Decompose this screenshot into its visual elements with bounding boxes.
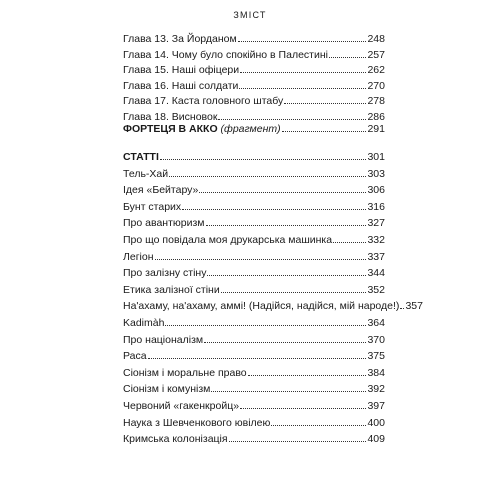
dot-leader xyxy=(182,209,366,210)
toc-entry-title: Кримська колонізація xyxy=(123,433,228,446)
toc-entry-title: Глава 15. Наші офіцери xyxy=(123,64,240,76)
dot-leader xyxy=(218,119,366,120)
toc-entry xyxy=(123,64,385,80)
toc-entry-page: 364 xyxy=(367,316,385,329)
toc-entry xyxy=(123,417,385,434)
toc-entry-title: Глава 14. Чому було спокійно в Палестині xyxy=(123,48,328,61)
dot-leader xyxy=(165,325,366,326)
toc-entry-page: 306 xyxy=(367,184,385,197)
dot-leader xyxy=(204,342,366,343)
toc-entry-title: На'ахаму, на'ахаму, аммі! (Надійся, надійся, мій народе!) xyxy=(123,300,400,313)
toc-entry-page: 375 xyxy=(367,350,385,363)
toc-entry-title: Про авантюризм xyxy=(123,217,205,230)
toc-entry-title: Глава 13. За Йорданом xyxy=(123,33,237,45)
toc-entry-page: 270 xyxy=(367,79,385,92)
dot-leader xyxy=(199,192,366,193)
toc-entry-page: 370 xyxy=(367,333,385,346)
toc-entry-title: Про що повідала моя друкарська машинка xyxy=(123,233,333,246)
toc-entry-title: Червоний «гакенкройц» xyxy=(123,399,240,412)
dot-leader xyxy=(329,57,367,58)
toc-entry-page: 257 xyxy=(367,48,385,61)
toc-entry xyxy=(123,49,385,65)
toc-entry xyxy=(123,168,385,185)
toc-entry xyxy=(123,350,385,367)
fortress-section xyxy=(123,123,385,140)
dot-leader xyxy=(238,41,367,42)
toc-entry-title: Легіон xyxy=(123,250,154,263)
toc-entry-page: 303 xyxy=(367,167,385,180)
toc-entry-title: Раса xyxy=(123,350,147,363)
toc-entry-page: 400 xyxy=(367,416,385,429)
toc-entry xyxy=(123,300,423,317)
toc-entry xyxy=(123,400,385,417)
toc-entry-title: Етика залізної стіни xyxy=(123,283,220,296)
toc-entry-title: Наука з Шевченкового ювілею xyxy=(123,416,271,429)
toc-entry xyxy=(123,217,385,234)
toc-entry-page: 278 xyxy=(367,95,385,107)
toc-entry xyxy=(123,383,385,400)
toc-entry-page: 357 xyxy=(405,300,423,313)
toc-entry-page: 286 xyxy=(367,110,385,123)
toc-section-title xyxy=(123,123,281,135)
toc-entry xyxy=(123,80,385,96)
dot-leader xyxy=(211,391,366,392)
toc-entry-page: 409 xyxy=(367,433,385,446)
dot-leader xyxy=(148,358,367,359)
dot-leader xyxy=(160,159,367,160)
dot-leader xyxy=(207,275,366,276)
articles-list xyxy=(123,167,423,450)
dot-leader xyxy=(221,292,367,293)
articles-section xyxy=(123,151,423,450)
toc-entry xyxy=(123,184,385,201)
toc-entry-page: 262 xyxy=(367,64,385,76)
running-header: ЗМІСТ xyxy=(233,10,267,20)
toc-entry xyxy=(123,201,385,218)
toc-entry xyxy=(123,33,385,49)
toc-entry-page: 397 xyxy=(367,399,385,412)
dot-leader xyxy=(271,425,366,426)
toc-entry xyxy=(123,334,385,351)
toc-entry xyxy=(123,284,385,301)
toc-entry-page: 392 xyxy=(367,383,385,396)
toc-entry-title: Ідея «Бейтару» xyxy=(123,184,199,197)
dot-leader xyxy=(239,88,366,89)
toc-entry xyxy=(123,234,385,251)
toc-entry-title: Про залізну стіну xyxy=(123,267,207,280)
toc-entry-title: Про націоналізм xyxy=(123,333,204,346)
dot-leader xyxy=(206,225,367,226)
toc-entry-page: 352 xyxy=(367,283,385,296)
toc-entry xyxy=(123,267,385,284)
toc-entry-title: Глава 18. Висновок xyxy=(123,110,218,123)
toc-entry-page: 301 xyxy=(367,151,385,163)
section-title-text: ФОРТЕЦЯ В АККО xyxy=(123,123,218,135)
toc-entry-title: Сіонізм і комунізм xyxy=(123,383,211,396)
toc-entry xyxy=(123,251,385,268)
toc-section-entry xyxy=(123,151,385,168)
dot-leader xyxy=(248,375,367,376)
dot-leader xyxy=(282,131,367,132)
toc-entry-page: 344 xyxy=(367,267,385,280)
toc-entry-page: 291 xyxy=(367,123,385,135)
dot-leader xyxy=(229,441,367,442)
toc-entry-title: Глава 16. Наші солдати xyxy=(123,79,239,92)
toc-entry-page: 327 xyxy=(367,217,385,230)
toc-entry-page: 316 xyxy=(367,200,385,213)
toc-entry xyxy=(123,433,385,450)
toc-entry-page: 337 xyxy=(367,250,385,263)
dot-leader xyxy=(240,408,366,409)
dot-leader xyxy=(400,308,404,309)
toc-entry xyxy=(123,95,385,111)
toc-entry-page: 384 xyxy=(367,366,385,379)
dot-leader xyxy=(333,242,366,243)
chapters-list xyxy=(123,33,385,126)
dot-leader xyxy=(169,176,366,177)
toc-entry-title: Глава 17. Каста головного штабу xyxy=(123,95,284,107)
section-note: (фрагмент) xyxy=(220,123,281,135)
toc-entry-page: 332 xyxy=(367,233,385,246)
toc-entry-page: 248 xyxy=(367,33,385,45)
toc-entry xyxy=(123,367,385,384)
toc-section-entry xyxy=(123,123,385,140)
toc-entry-title: Бунт старих xyxy=(123,200,182,213)
toc-entry-title: Сіонізм і моральне право xyxy=(123,366,247,379)
toc-section-title: СТАТТІ xyxy=(123,151,159,163)
dot-leader xyxy=(155,259,367,260)
toc-entry xyxy=(123,317,385,334)
toc-entry-title: Тель-Хай xyxy=(123,167,169,180)
dot-leader xyxy=(240,72,366,73)
dot-leader xyxy=(284,103,366,104)
toc-entry-title: Kadimàh xyxy=(123,316,165,329)
